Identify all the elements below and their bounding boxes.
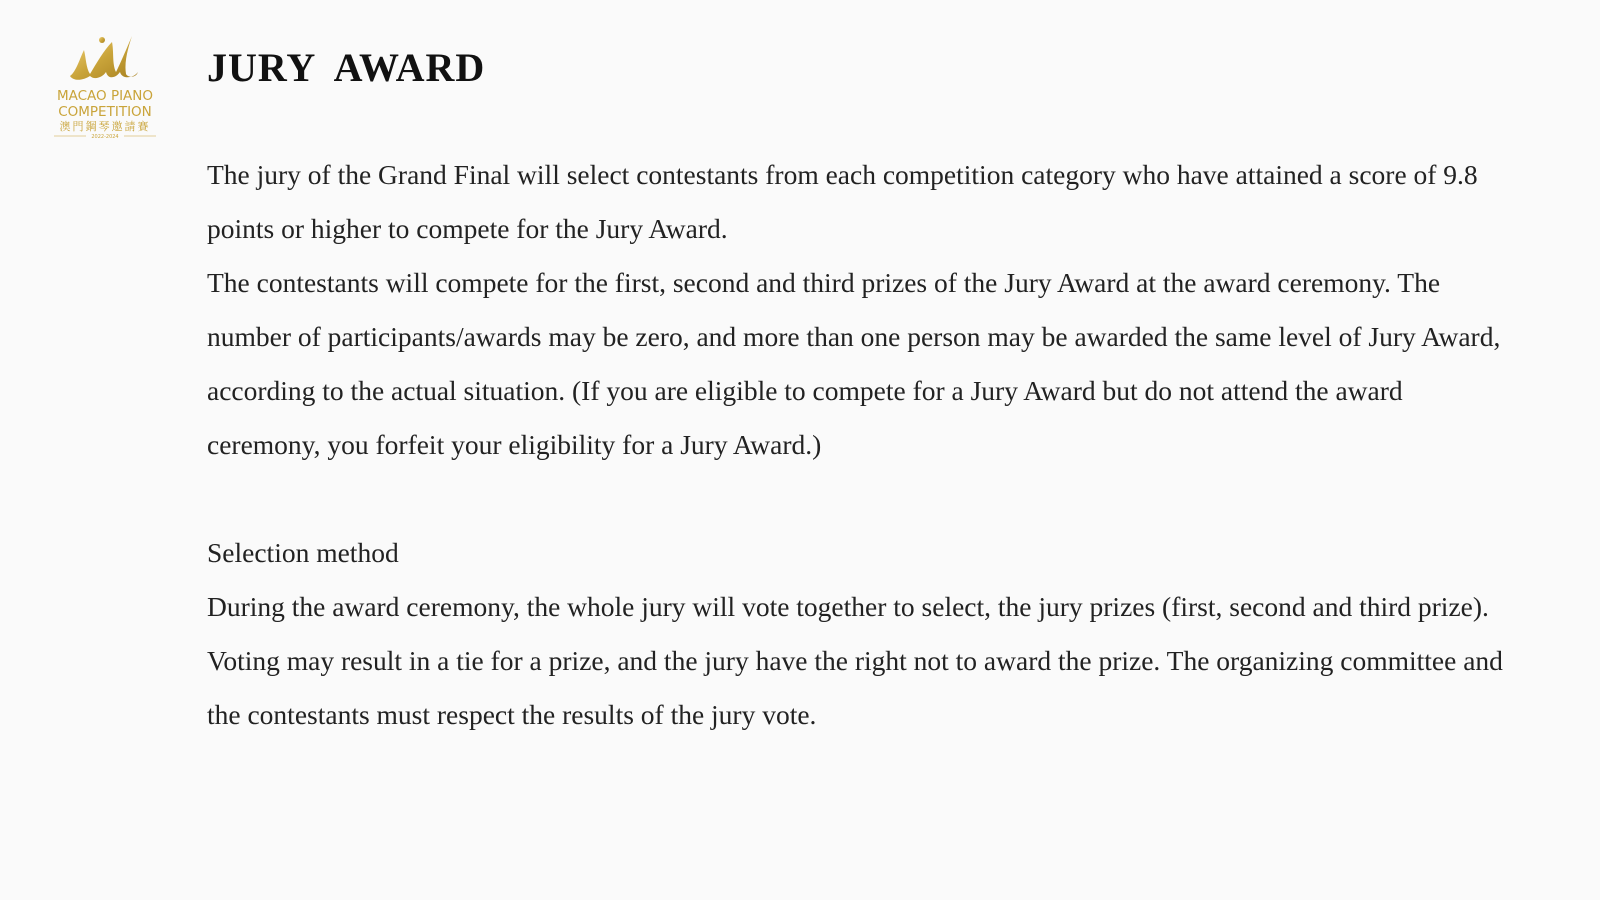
competition-logo xyxy=(50,28,160,144)
logo-text-line4: 2022-2024 xyxy=(91,134,119,140)
spacer xyxy=(207,472,1517,526)
main-content xyxy=(207,148,1517,742)
logo-text-line2: COMPETITION xyxy=(58,104,152,120)
logo-text-line3: 澳門鋼琴邀請賽 xyxy=(59,120,151,133)
page-title: JURY AWARD xyxy=(207,45,486,90)
paragraph-eligibility: The jury of the Grand Final will select contestants from each competition category who have attained a score of 9.8 points or higher to compete for the Jury Award. xyxy=(207,159,1478,244)
section-heading-selection-method: Selection method xyxy=(207,537,399,568)
paragraph-selection-method: During the award ceremony, the whole jury will vote together to select, the jury prizes (first, second and third prize). Voting may result in a tie for a prize, and the jury have the right not to award the prize. The organizing committee and the contestants must respect the results of the jury vote. xyxy=(207,591,1503,730)
logo-text-line1: MACAO PIANO xyxy=(56,88,154,104)
paragraph-prizes: The contestants will compete for the first, second and third prizes of the Jury Award at the award ceremony. The number of participants/awards may be zero, and more than one person may be awarded the same level of Jury Award, according to the actual situation. (If you are eligible to compete for a Jury Award but do not attend the award ceremony, you forfeit your eligibility for a Jury Award.) xyxy=(207,267,1501,460)
logo-icon xyxy=(50,28,160,144)
